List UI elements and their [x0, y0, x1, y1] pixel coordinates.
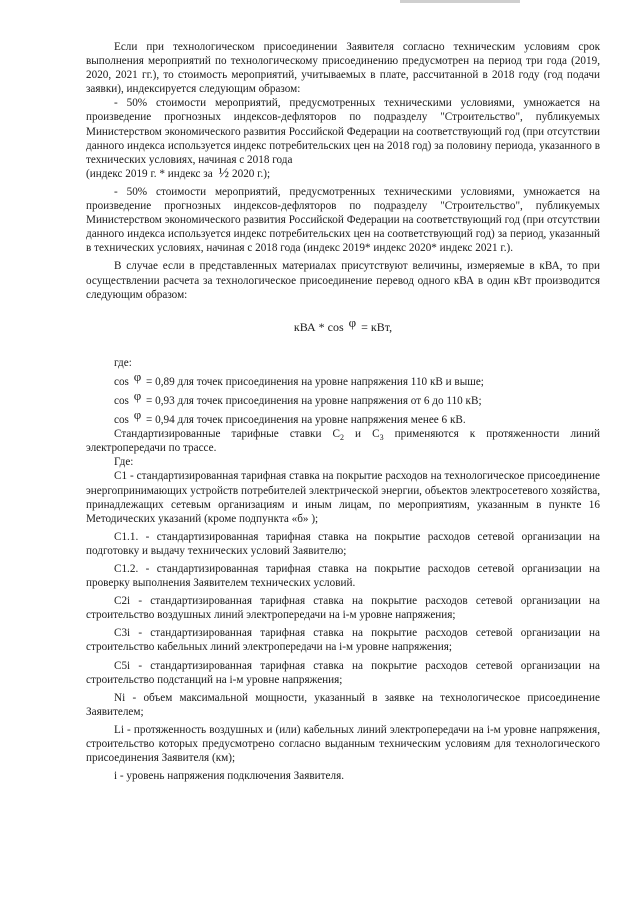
- definition-c1-2: С1.2. - стандартизированная тарифная ставка на покрытие расходов сетевой организации на проверку выполнения Заявителем технических условий.: [86, 563, 600, 590]
- rates-text-b: и С: [344, 428, 380, 441]
- cos-line-6-110kv: [114, 387, 600, 408]
- definition-c1: С1 - стандартизированная тарифная ставка на покрытие расходов на технологическое присоединение энергопринимающих устройств потребителей электрической энергии, объектов электросетевого хозяйства, принадлежащих сетевым организациям и иным лицам, по мероприятиям, указанным в пункте 16 Методических указаний (кроме подпункта «б» );: [86, 470, 600, 525]
- subscript-2: 2: [340, 433, 344, 443]
- paragraph-indexation-intro: Если при технологическом присоединении Заявителя согласно техническим условиям срок выполнения мероприятий по технологическому присоединению предусмотрен на период три года (2019, 2020, 2021 гг.), то стоимость мероприятий, учитываемых в плате, рассчитанной в 2018 году (год подачи заявки), индексируется следующим образом:: [86, 41, 600, 96]
- cos-line-6kv: [114, 407, 600, 427]
- phi-symbol: φ: [348, 314, 357, 330]
- paragraph-kva-conversion: В случае если в представленных материалах присутствуют величины, измеряемые в кВА, то при осуществлении расчета за технологическое присоединение перевод одного кВА в один кВт производится следующим образом:: [86, 260, 600, 301]
- paragraph-rates-c2-c3: [86, 427, 600, 455]
- where-label: где:: [114, 356, 132, 369]
- index-text: (индекс 2019 г. * индекс за: [86, 167, 213, 180]
- conversion-formula: [86, 314, 600, 334]
- rates-text-c: применяются к протяженности линий электропередачи по трассе.: [86, 428, 600, 455]
- subscript-3: 3: [379, 433, 384, 443]
- phi-symbol: φ: [133, 387, 142, 403]
- cos-value-text: = 0,93 для точек присоединения на уровне напряжения от 6 до 110 кВ;: [146, 394, 482, 407]
- index-year-text: 2020 г.);: [232, 167, 271, 180]
- cos-value-text: = 0,94 для точек присоединения на уровне напряжения менее 6 кВ.: [146, 414, 466, 427]
- paragraph-half-period-text: - 50% стоимости мероприятий, предусмотренных техническими условиями, умножается на произведение прогнозных индексов-дефляторов по подразделу "Строительство", публикуемых Министерством экономического развития Российской Федерации на соответствующий год (при отсутствии данного индекса используется индекс потребительских цен на 2018 год) за половину периода, указанного в технических условиях, начиная с 2018 года: [86, 97, 600, 166]
- definition-li: Li - протяженность воздушных и (или) кабельных линий электропередачи на i-м уровне напряжения, строительство которых предусмотрено согласно выданным техническим условиям для технологического присоединения Заявителя (км);: [86, 723, 600, 765]
- definition-c2i: С2i - стандартизированная тарифная ставка на покрытие расходов сетевой организации на строительство воздушных линий электропередачи на i-м уровне напряжения;: [86, 595, 600, 622]
- paragraph-half-period-tail: [86, 167, 600, 181]
- cos-label: cos: [114, 414, 129, 427]
- where-label-2: Где:: [114, 456, 134, 469]
- cos-label: cos: [114, 394, 129, 407]
- definition-c1-1: С1.1. - стандартизированная тарифная ставка на покрытие расходов сетевой организации на подготовку и выдачу технических условий Заявителю;: [86, 530, 600, 557]
- paragraph-full-period: - 50% стоимости мероприятий, предусмотренных техническими условиями, умножается на произведение прогнозных индексов-дефляторов по подразделу "Строительство", публикуемых Министерством экономического развития Российской Федерации на соответствующий год (при отсутствии данного индекса используется индекс потребительских цен на соответствующий год) за период, указанный в технических условиях, начиная с 2018 года (индекс 2019* индекс 2020* индекс 2021 г.).: [86, 185, 600, 255]
- phi-symbol: φ: [133, 368, 142, 384]
- phi-symbol: φ: [133, 407, 142, 423]
- cos-value-text: = 0,89 для точек присоединения на уровне напряжения 110 кВ и выше;: [146, 375, 484, 388]
- scan-edge-mark: [400, 0, 520, 3]
- definition-i: i - уровень напряжения подключения Заявителя.: [114, 770, 345, 783]
- formula-left: кВА * cos: [293, 319, 344, 334]
- definition-c3i: С3i - стандартизированная тарифная ставка на покрытие расходов сетевой организации на строительство кабельных линий электропередачи на i-м уровне напряжения;: [86, 627, 600, 654]
- paragraph-half-period: [86, 96, 600, 166]
- definition-c5i: С5i - стандартизированная тарифная ставка на покрытие расходов сетевой организации на строительство подстанций на i-м уровне напряжения;: [86, 659, 600, 686]
- definition-ni: Ni - объем максимальной мощности, указанный в заявке на технологическое присоединение Заявителем;: [86, 691, 600, 718]
- cos-label: cos: [114, 375, 129, 388]
- cos-line-110kv: [114, 368, 600, 389]
- formula-right: = кВт,: [361, 319, 393, 334]
- one-half-fraction: ½: [218, 165, 229, 181]
- rates-text-a: Стандартизированные тарифные ставки С: [114, 428, 340, 441]
